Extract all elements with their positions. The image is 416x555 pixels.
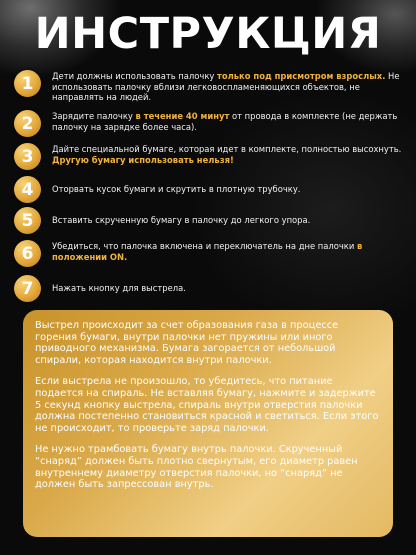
- step-highlight: в течение 40 минут: [135, 111, 230, 121]
- step-highlight: в положении ON.: [52, 241, 363, 262]
- step-number-badge: 1: [14, 70, 41, 97]
- info-paragraph-3: Не нужно трамбовать бумагу внутрь палочки. Скрученный “снаряд” должен быть плотно свернутым, его диаметр равен внутреннему диаметру отверстия палочки, но “снаряд” не должен быть запрессован внутрь.: [35, 444, 358, 491]
- step-text: [52, 111, 406, 132]
- step-text: [52, 71, 406, 103]
- info-panel: [23, 310, 393, 537]
- step-text-part: Зарядите палочку: [52, 111, 136, 121]
- step-text: [52, 144, 406, 165]
- step-2: [14, 110, 406, 137]
- step-5: [14, 207, 406, 234]
- step-text: Вставить скрученную бумагу в палочку до легкого упора.: [52, 215, 311, 225]
- step-text: Нажать кнопку для выстрела.: [52, 283, 186, 293]
- step-text-part: Не использовать палочку вблизи легковоспламеняющихся объектов, не направлять на людей.: [52, 71, 400, 103]
- step-text-part: от провода в комплекте (не держать палочку на зарядке более часа).: [52, 111, 398, 132]
- step-text: Оторвать кусок бумаги и скрутить в плотную трубочку.: [52, 184, 301, 194]
- step-number-badge: 5: [14, 207, 41, 234]
- step-text-part: Дайте специальной бумаге, которая идет в комплекте, полностью высохнуть.: [52, 144, 402, 154]
- step-text-part: Дети должны использовать палочку: [52, 71, 218, 81]
- step-7: [14, 275, 406, 302]
- step-number-badge: 2: [14, 110, 41, 137]
- step-3: [14, 143, 406, 170]
- step-number-badge: 7: [14, 275, 41, 302]
- step-text-part: Убедиться, что палочка включена и переключатель на дне палочки: [52, 241, 357, 251]
- step-text: [52, 241, 406, 262]
- step-6: [14, 240, 406, 267]
- step-highlight: Другую бумагу использовать нельзя!: [52, 154, 234, 165]
- step-number-badge: 3: [14, 143, 41, 170]
- step-4: [14, 176, 406, 203]
- step-highlight: только под присмотром взрослых.: [217, 71, 386, 81]
- step-number-badge: 4: [14, 176, 41, 203]
- step-number-badge: 6: [14, 240, 41, 267]
- step-1: [14, 70, 406, 103]
- info-paragraph-2: Если выстрела не произошло, то убедитесь, что питание подается на спираль. Не вставляя бумагу, нажмите и задержите 5 секунд кнопку выстрела, спираль внутри отверстия палочки должна постепенно становиться красной и светиться. Если этого не происходит, то проверьте заряд палочки.: [35, 376, 379, 434]
- page-title: ИНСТРУКЦИЯ: [34, 9, 382, 59]
- info-paragraph-1: Выстрел происходит за счет образования газа в процессе горения бумаги, внутри палочки нет пружины или иного приводного механизма. Бумага загорается от небольшой спирали, которая находится внутри палочки.: [35, 320, 339, 366]
